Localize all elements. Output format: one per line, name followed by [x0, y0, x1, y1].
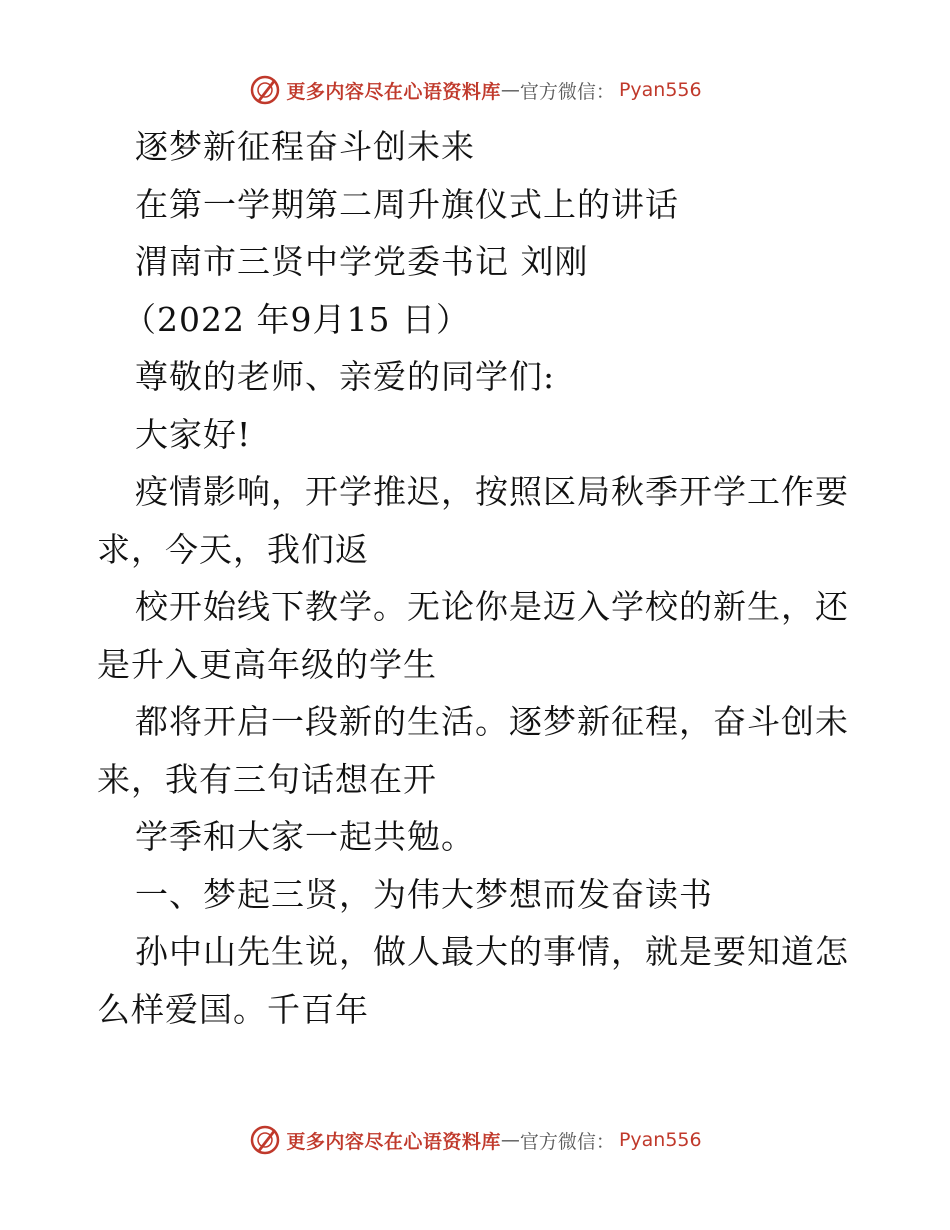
- watermark-dash: —: [500, 1129, 520, 1151]
- paragraph-line: 么样爱国。千百年: [97, 989, 369, 1029]
- document-title: 逐梦新征程奋斗创未来: [135, 127, 475, 166]
- document-body: [97, 118, 857, 1038]
- watermark-site-text: 更多内容尽在心语资料库: [286, 80, 501, 103]
- watermark-wechat-label: 官方微信：: [519, 1130, 615, 1153]
- watermark-wechat-label: 官方微信：: [519, 80, 615, 103]
- paragraph-line: 校开始线下教学。无论你是迈入学校的新生，还: [135, 587, 849, 626]
- paragraph-line: 学季和大家一起共勉。: [135, 817, 475, 856]
- paragraph-line: 孙中山先生说，做人最大的事情，就是要知道怎: [135, 932, 849, 971]
- document-author: 渭南市三贤中学党委书记 刘刚: [135, 242, 589, 281]
- header-watermark: [0, 72, 950, 108]
- paragraph-line: 是升入更高年级的学生: [97, 644, 437, 684]
- paragraph-line: 来，我有三句话想在开: [97, 759, 437, 799]
- document-subtitle: 在第一学期第二周升旗仪式上的讲话: [135, 184, 679, 224]
- section-heading: 一、梦起三贤，为伟大梦想而发奋读书: [135, 874, 713, 914]
- paragraph-line: 都将开启一段新的生活。逐梦新征程，奋斗创未: [135, 702, 849, 741]
- quill-logo-icon: [248, 73, 282, 107]
- watermark-dash: —: [500, 79, 520, 101]
- paragraph-line: 求，今天，我们返: [97, 529, 369, 569]
- watermark-site-text: 更多内容尽在心语资料库: [286, 1130, 501, 1153]
- document-date: （2022 年9月15 日）: [123, 299, 470, 339]
- quill-logo-icon: [248, 1123, 282, 1157]
- watermark-wechat-id: Pyan556: [618, 79, 702, 101]
- document-hello: 大家好!: [135, 414, 252, 454]
- footer-watermark: [0, 1122, 950, 1158]
- paragraph-line: 疫情影响，开学推迟，按照区局秋季开学工作要: [135, 472, 849, 511]
- document-greeting: 尊敬的老师、亲爱的同学们:: [135, 357, 556, 396]
- watermark-wechat-id: Pyan556: [618, 1129, 702, 1151]
